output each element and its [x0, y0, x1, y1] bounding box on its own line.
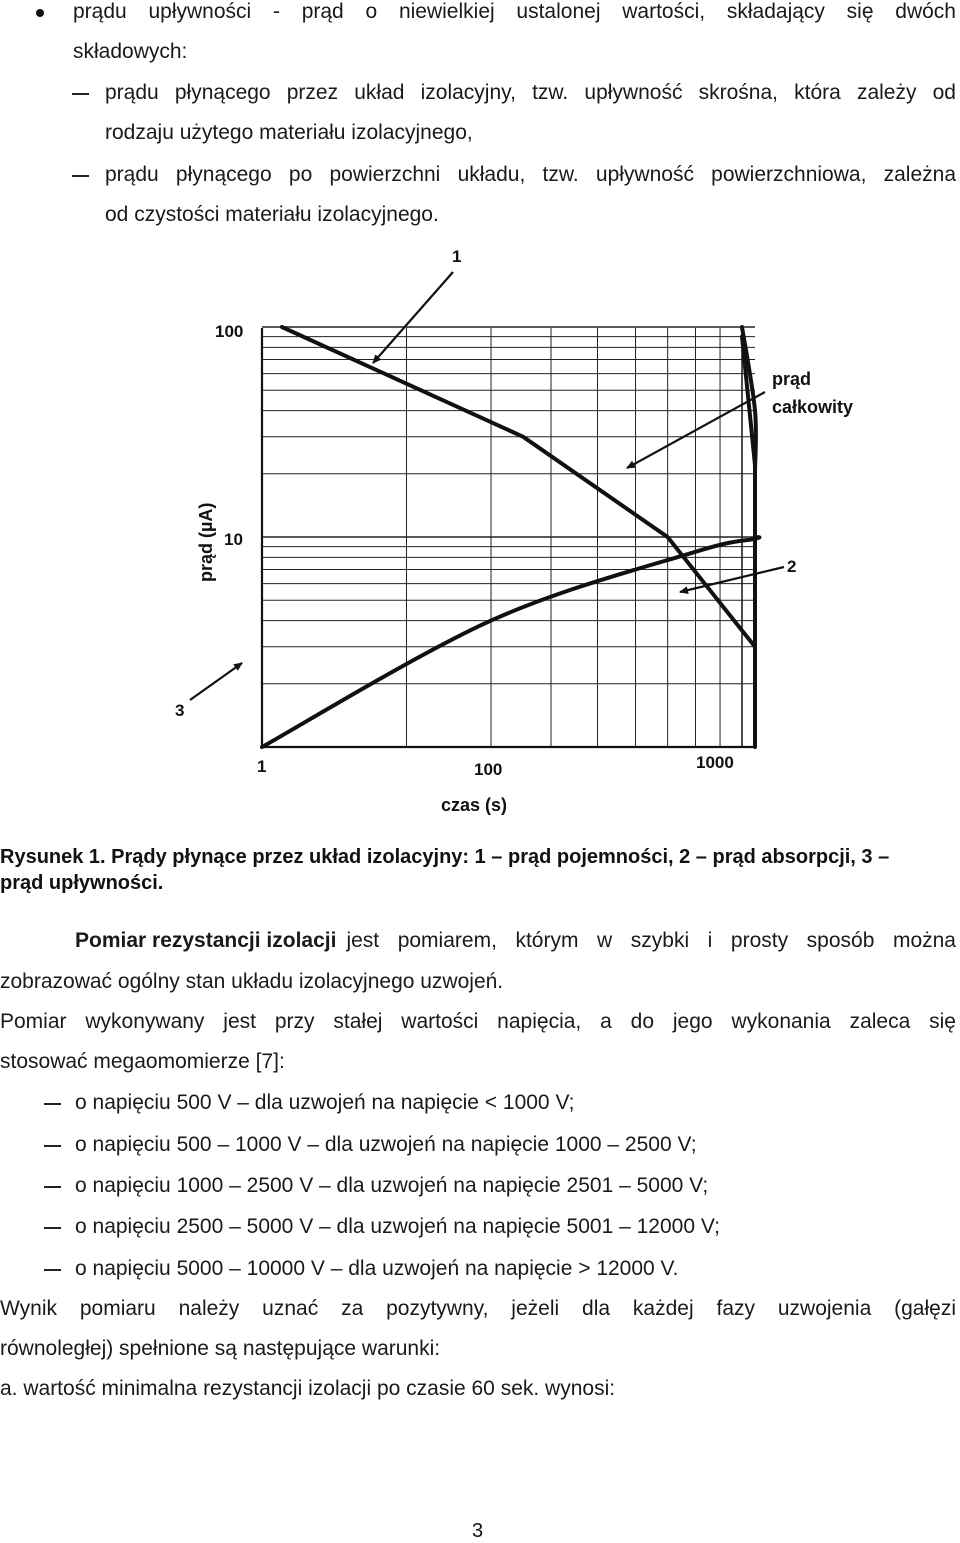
voltage-list-item: o napięciu 500 V – dla uzwojeń na napięcie < 1000 V;: [75, 1091, 575, 1114]
dash-item-line: prądu płynącego przez układ izolacyjny, tzw. upływność skrośna, która zależy od: [105, 81, 956, 104]
callout-arrow: [627, 392, 765, 468]
current-vs-time-chart: [0, 230, 960, 820]
dash-item-line: prądu płynącego po powierzchni układu, tzw. upływność powierzchniowa, zależna: [105, 163, 956, 186]
voltage-list-item: o napięciu 500 – 1000 V – dla uzwojeń na napięcie 1000 – 2500 V;: [75, 1133, 697, 1156]
callout-label-total: całkowity: [772, 397, 854, 417]
voltage-list-item: o napięciu 2500 – 5000 V – dla uzwojeń na napięcie 5001 – 12000 V;: [75, 1215, 720, 1238]
bullet-dot: [36, 9, 44, 17]
paragraph-line: Pomiar wykonywany jest przy stałej wartości napięcia, a do jego wykonania zaleca się: [0, 1010, 956, 1033]
x-tick-label: 100: [474, 760, 503, 779]
y-tick-label: 10: [224, 530, 243, 549]
chart-grid: [262, 327, 755, 747]
y-axis-label: prąd (µA): [196, 502, 216, 582]
dash-marker: [72, 93, 89, 95]
paragraph-line: a. wartość minimalna rezystancji izolacji po czasie 60 sek. wynosi:: [0, 1377, 616, 1400]
dash-item-line: rodzaju użytego materiału izolacyjnego,: [105, 121, 473, 144]
paragraph-line: stosować megaomomierze [7]:: [0, 1050, 285, 1073]
dash-marker: [44, 1227, 61, 1229]
page-number: 3: [472, 1520, 484, 1542]
chart-callouts: [175, 247, 853, 720]
bold-term: Pomiar rezystancji izolacji: [75, 929, 337, 952]
dash-marker: [44, 1186, 61, 1188]
voltage-list-item: o napięciu 5000 – 10000 V – dla uzwojeń na napięcie > 12000 V.: [75, 1257, 679, 1280]
bullet-item-line: składowych:: [73, 40, 188, 63]
callout-label-3: 3: [175, 701, 185, 720]
y-tick-label: 100: [215, 322, 244, 341]
figure-caption: Rysunek 1. Prądy płynące przez układ izolacyjny: 1 – prąd pojemności, 2 – prąd absorpcji, 3 –: [0, 846, 890, 868]
callout-label-2: 2: [787, 557, 797, 576]
y-tick-label: 1: [257, 757, 267, 776]
voltage-list-item: o napięciu 1000 – 2500 V – dla uzwojeń na napięcie 2501 – 5000 V;: [75, 1174, 709, 1197]
series-line: [262, 537, 759, 747]
dash-marker: [72, 175, 89, 177]
callout-label-total: prąd: [772, 369, 812, 389]
callout-label-1: 1: [452, 247, 462, 266]
dash-marker: [44, 1145, 61, 1147]
x-tick-label: 1000: [696, 753, 734, 772]
paragraph-text: jest pomiarem, którym w szybki i prosty sposób można: [346, 929, 956, 952]
paragraph-line: równoległej) spełnione są następujące warunki:: [0, 1337, 441, 1360]
figure-caption: prąd upływności.: [0, 872, 164, 894]
paragraph-line: [75, 929, 956, 953]
paragraph-line: Wynik pomiaru należy uznać za pozytywny, jeżeli dla każdej fazy uzwojenia (gałęzi: [0, 1297, 956, 1320]
bullet-item-line: prądu upływności - prąd o niewielkiej ustalonej wartości, składający się dwóch: [73, 0, 956, 23]
paragraph-line: zobrazować ogólny stan układu izolacyjnego uzwojeń.: [0, 970, 504, 993]
x-axis-label: czas (s): [441, 795, 508, 815]
dash-marker: [44, 1103, 61, 1105]
dash-marker: [44, 1269, 61, 1271]
dash-item-line: od czystości materiału izolacyjnego.: [105, 203, 439, 226]
callout-arrow: [190, 663, 242, 700]
callout-arrow: [373, 272, 453, 363]
